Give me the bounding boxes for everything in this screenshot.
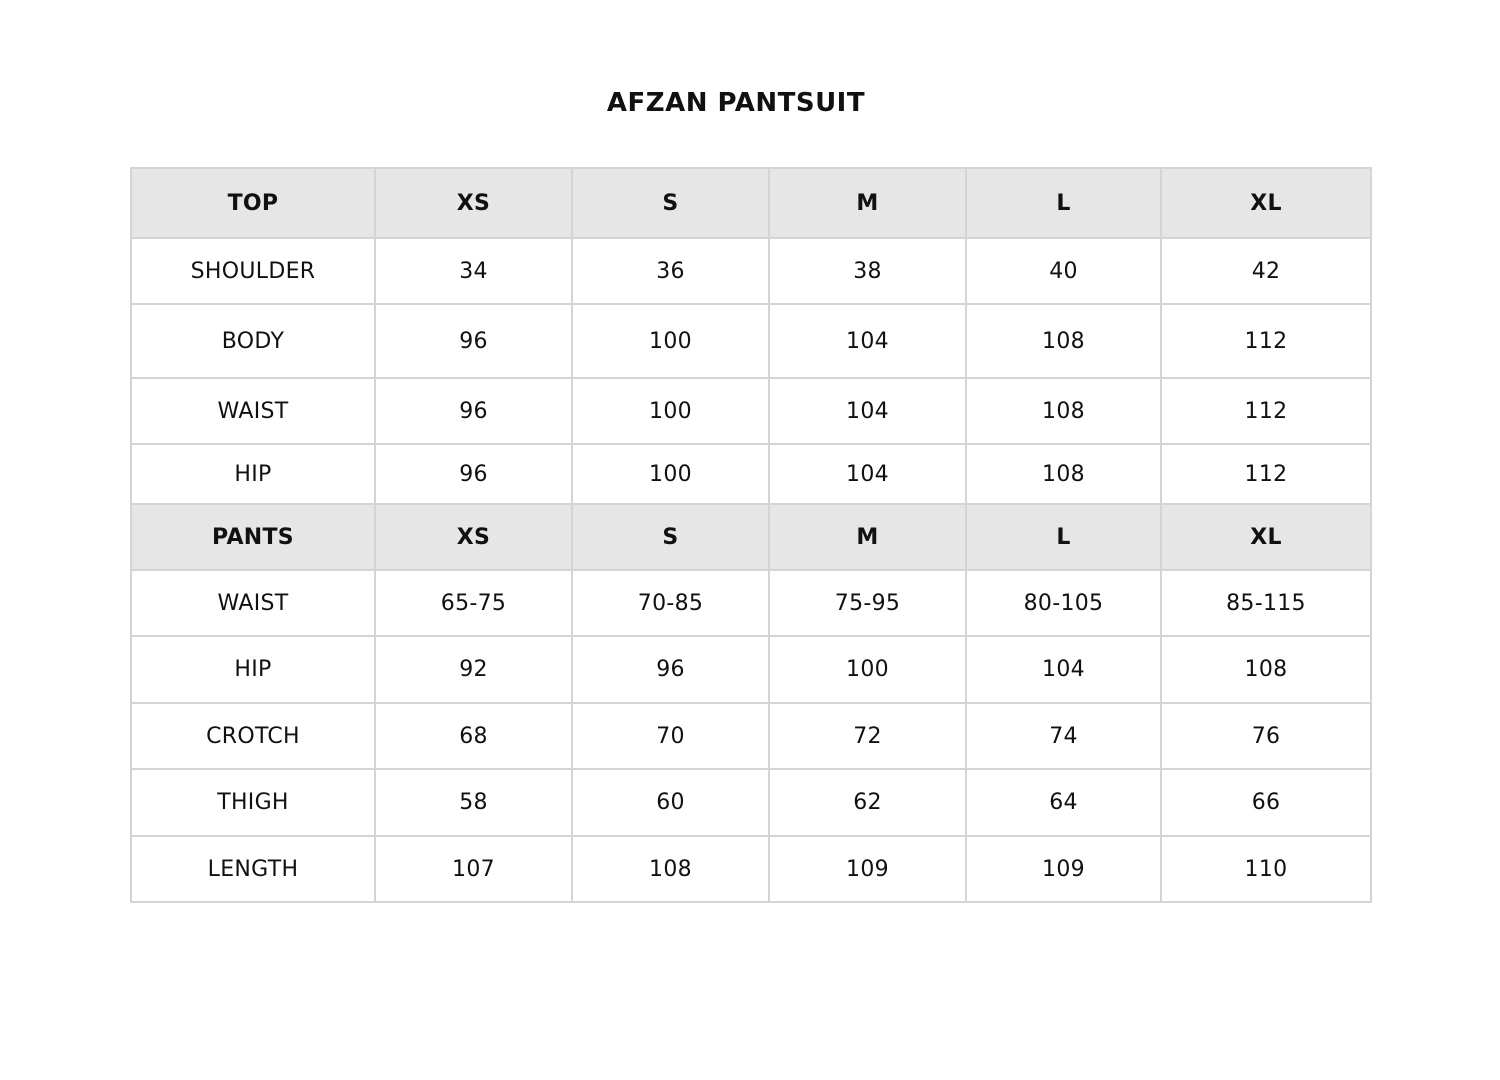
table-cell: 112 (1161, 378, 1371, 444)
table-cell: 108 (572, 836, 769, 902)
measurement-label: WAIST (131, 570, 375, 636)
table-cell: 68 (375, 703, 572, 769)
table-cell: 100 (572, 378, 769, 444)
table-cell: 72 (769, 703, 966, 769)
header-cell: L (966, 504, 1161, 570)
table-cell: 107 (375, 836, 572, 902)
table-cell: 92 (375, 636, 572, 703)
table-row (131, 570, 1371, 636)
table-cell: 108 (966, 444, 1161, 504)
table-cell: 108 (966, 304, 1161, 378)
table-cell: 109 (769, 836, 966, 902)
table-row (131, 444, 1371, 504)
header-cell: M (769, 168, 966, 238)
size-chart-table (130, 167, 1372, 903)
header-cell: XS (375, 504, 572, 570)
table-cell: 100 (572, 444, 769, 504)
header-cell: L (966, 168, 1161, 238)
table-cell: 34 (375, 238, 572, 304)
table-cell: 104 (769, 444, 966, 504)
table-cell: 66 (1161, 769, 1371, 836)
table-cell: 70 (572, 703, 769, 769)
table-row (131, 836, 1371, 902)
table-cell: 42 (1161, 238, 1371, 304)
measurement-label: SHOULDER (131, 238, 375, 304)
measurement-label: BODY (131, 304, 375, 378)
table-row (131, 703, 1371, 769)
table-row (131, 238, 1371, 304)
table-cell: 100 (572, 304, 769, 378)
measurement-label: HIP (131, 444, 375, 504)
table-cell: 40 (966, 238, 1161, 304)
table-cell: 112 (1161, 304, 1371, 378)
pants-header-row (131, 504, 1371, 570)
measurement-label: WAIST (131, 378, 375, 444)
header-cell: XL (1161, 504, 1371, 570)
table-cell: 74 (966, 703, 1161, 769)
header-cell: S (572, 168, 769, 238)
header-cell: XL (1161, 168, 1371, 238)
header-cell: S (572, 504, 769, 570)
table-cell: 96 (375, 444, 572, 504)
table-cell: 75-95 (769, 570, 966, 636)
table-cell: 104 (769, 304, 966, 378)
table-cell: 65-75 (375, 570, 572, 636)
table-cell: 108 (966, 378, 1161, 444)
table-cell: 96 (572, 636, 769, 703)
header-cell: PANTS (131, 504, 375, 570)
measurement-label: CROTCH (131, 703, 375, 769)
table-cell: 96 (375, 378, 572, 444)
header-cell: M (769, 504, 966, 570)
table-cell: 80-105 (966, 570, 1161, 636)
table-cell: 109 (966, 836, 1161, 902)
table-cell: 100 (769, 636, 966, 703)
table-cell: 70-85 (572, 570, 769, 636)
table-cell: 58 (375, 769, 572, 836)
header-cell: XS (375, 168, 572, 238)
header-cell: TOP (131, 168, 375, 238)
table-row (131, 636, 1371, 703)
table-cell: 110 (1161, 836, 1371, 902)
page-title: AFZAN PANTSUIT (606, 88, 866, 118)
table-cell: 64 (966, 769, 1161, 836)
table-cell: 85-115 (1161, 570, 1371, 636)
table-cell: 108 (1161, 636, 1371, 703)
table-cell: 104 (966, 636, 1161, 703)
table-row (131, 769, 1371, 836)
measurement-label: LENGTH (131, 836, 375, 902)
table-cell: 112 (1161, 444, 1371, 504)
table-cell: 104 (769, 378, 966, 444)
top-header-row (131, 168, 1371, 238)
table-cell: 96 (375, 304, 572, 378)
table-cell: 76 (1161, 703, 1371, 769)
table-cell: 38 (769, 238, 966, 304)
measurement-label: THIGH (131, 769, 375, 836)
table-cell: 60 (572, 769, 769, 836)
table-cell: 36 (572, 238, 769, 304)
measurement-label: HIP (131, 636, 375, 703)
table-row (131, 378, 1371, 444)
table-row (131, 304, 1371, 378)
table-cell: 62 (769, 769, 966, 836)
